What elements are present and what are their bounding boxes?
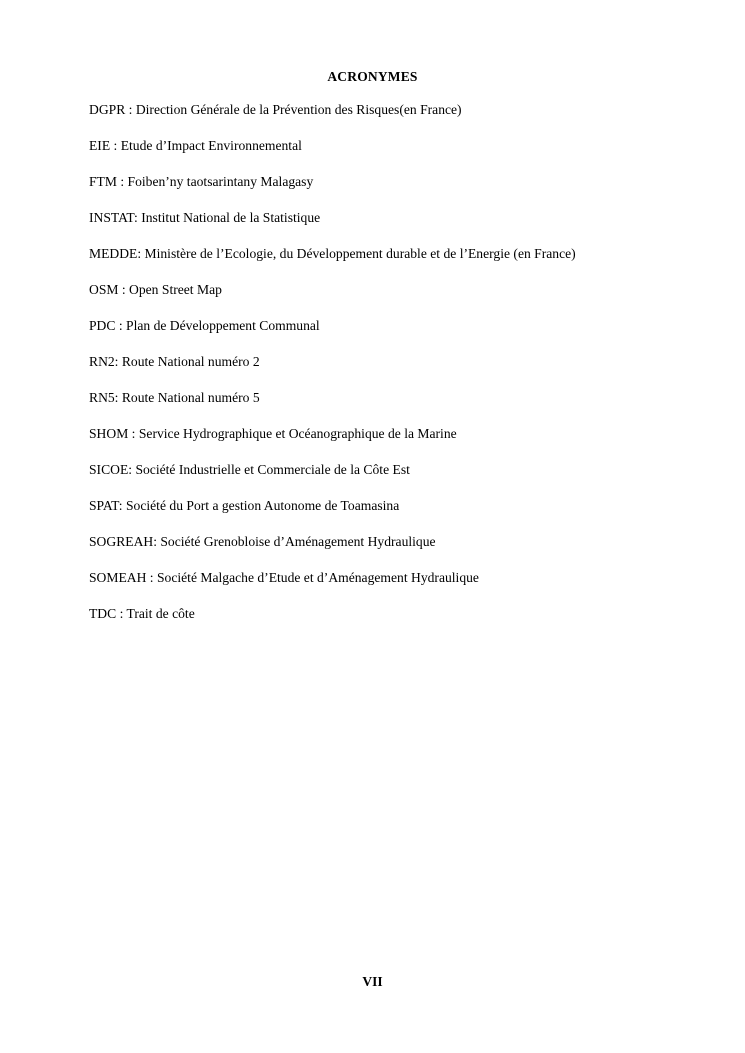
acronym-entry-instat: INSTAT: Institut National de la Statistique bbox=[89, 210, 321, 225]
acronym-entry-spat: SPAT: Société du Port a gestion Autonome de Toamasina bbox=[89, 498, 400, 513]
acronym-entry-osm: OSM : Open Street Map bbox=[89, 282, 222, 297]
acronym-entry-sogreah: SOGREAH: Société Grenobloise d’Aménagement Hydraulique bbox=[89, 534, 436, 549]
acronym-entry-medde: MEDDE: Ministère de l’Ecologie, du Développement durable et de l’Energie (en France) bbox=[89, 246, 576, 261]
acronym-entry-shom: SHOM : Service Hydrographique et Océanographique de la Marine bbox=[89, 426, 457, 441]
acronym-entry-sicoe: SICOE: Société Industrielle et Commerciale de la Côte Est bbox=[89, 462, 410, 477]
acronym-entry-rn2: RN2: Route National numéro 2 bbox=[89, 354, 260, 369]
acronym-entry-ftm: FTM : Foiben’ny taotsarintany Malagasy bbox=[89, 174, 314, 189]
acronym-entry-eie: EIE : Etude d’Impact Environnemental bbox=[89, 138, 302, 153]
acronym-entry-rn5: RN5: Route National numéro 5 bbox=[89, 390, 260, 405]
acronym-entry-tdc: TDC : Trait de côte bbox=[89, 606, 195, 621]
acronym-list bbox=[89, 102, 709, 642]
page-title: ACRONYMES bbox=[327, 69, 418, 84]
acronym-entry-someah: SOMEAH : Société Malgache d’Etude et d’Aménagement Hydraulique bbox=[89, 570, 479, 585]
page-number: VII bbox=[362, 974, 383, 989]
acronym-entry-dgpr: DGPR : Direction Générale de la Prévention des Risques(en France) bbox=[89, 102, 462, 117]
acronym-entry-pdc: PDC : Plan de Développement Communal bbox=[89, 318, 320, 333]
